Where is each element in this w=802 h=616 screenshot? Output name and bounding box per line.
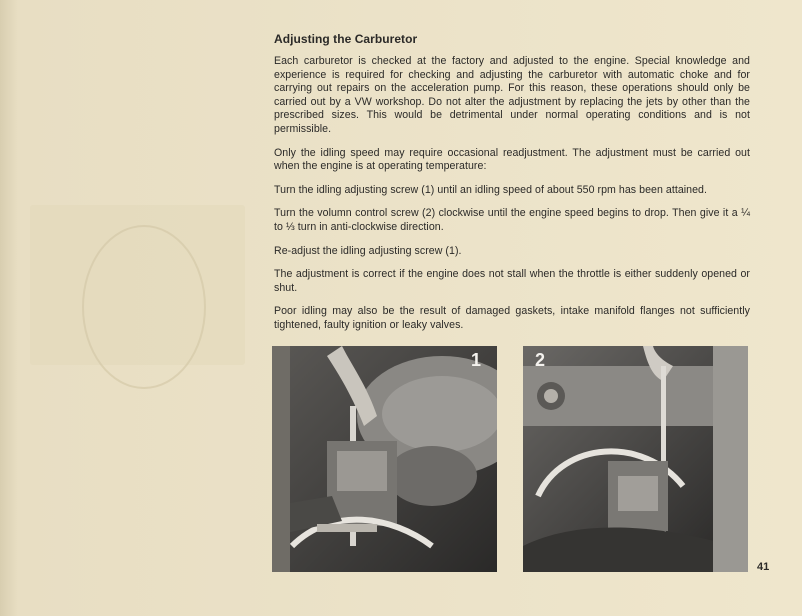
paragraph-check: The adjustment is correct if the engine does not stall when the throttle is either suddenly opened or shut.: [274, 268, 750, 294]
figure-2-photo: [523, 346, 748, 572]
paragraph-poor-idling: Poor idling may also be the result of damaged gaskets, intake manifold flanges not sufficiently tightened, faulty ignition or leaky valves.: [274, 305, 750, 331]
section-heading: Adjusting the Carburetor: [274, 32, 418, 46]
text-column: [274, 32, 750, 343]
paragraph-factory-adjustment: Each carburetor is checked at the factory and adjusted to the engine. Special knowledge and experience is required for checking and adjusting the carburetor with automatic choke and for carrying out repairs on the acceleration pump. For this reason, these operations should only be carried out by a VW workshop. Do not alter the adjustment by replacing the jets by other than the prescribed sizes. This would be detrimental under normal operating conditions and is not permissible.: [274, 55, 750, 135]
paragraph-step-volume-screw: Turn the volumn control screw (2) clockwise until the engine speed begins to drop. Then give it a ¼ to ⅓ turn in anti-clockwise direction.: [274, 207, 750, 233]
figure-1-number: 1: [471, 350, 482, 370]
engine-photo-2: [523, 346, 748, 572]
figure-2-number: 2: [535, 350, 546, 370]
paragraph-idling-speed: Only the idling speed may require occasional readjustment. The adjustment must be carried out when the engine is at operating temperature:: [274, 146, 750, 173]
figure-1-photo: [272, 346, 497, 572]
engine-photo-1: [272, 346, 497, 572]
paragraph-step-readjust: Re-adjust the idling adjusting screw (1).: [274, 244, 462, 257]
bleed-through-shape: [82, 225, 206, 389]
paragraph-step-idling-screw: Turn the idling adjusting screw (1) until an idling speed of about 550 rpm has been attained.: [274, 183, 707, 196]
page-number: 41: [757, 561, 770, 573]
